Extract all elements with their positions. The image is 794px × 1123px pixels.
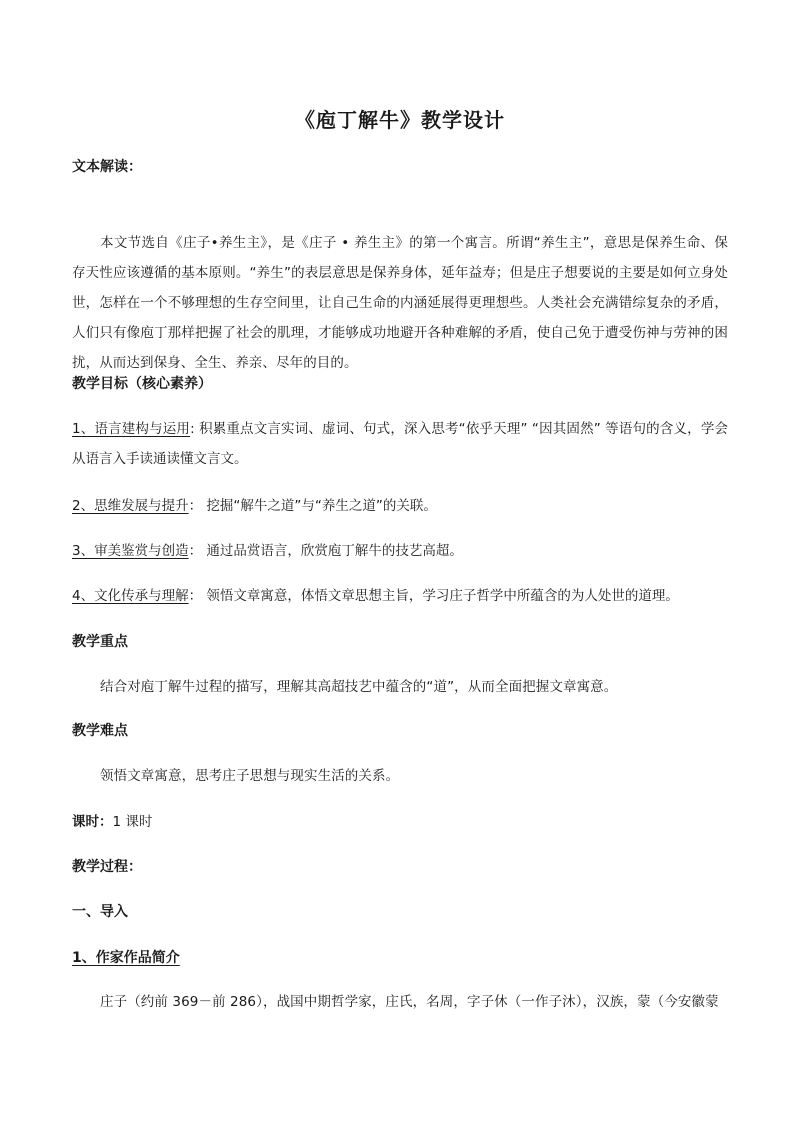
objective-label: 2、思维发展与提升 [72,498,189,514]
key-points-heading: 教学重点 [72,634,128,650]
section-intro-heading: 一、导入 [72,904,128,920]
text-reading-heading: 文本解读： [72,159,142,175]
difficulties-body: 领悟文章寓意，思考庄子思想与现实生活的关系。 [100,768,400,784]
objective-label: 3、审美鉴赏与创造 [72,543,189,559]
author-intro-body: 庄子（约前 369－前 286），战国中期哲学家，庄氏，名周，字子休（一作子沐），汉族，蒙（今安徽蒙 [100,994,719,1010]
objective-item [72,491,728,521]
author-intro-heading: 1、作家作品简介 [72,950,180,966]
text-reading-body: 本文节选自《庄子•养生主》，是《庄子 • 养生主》的第一个寓言。所谓“养生主”，意思是保养生命、保存天性应该遵循的基本原则。“养生”的表层意思是保养身体，延年益寿；但是庄子想要说的主要是如何立身处世，怎样在一个不够理想的生存空间里，让自己生命的内涵延展得更理想些。人类社会充满错综复杂的矛盾，人们只有像庖丁那样把握了社会的肌理，才能够成功地避开各种难解的矛盾，使自己免于遭受伤神与劳神的困扰，从而达到保身、全生、养亲、尽年的目的。 [72,235,728,371]
objectives-heading: 教学目标（核心素养） [72,376,212,392]
class-hours-value: 1 课时 [112,814,153,830]
difficulties-heading: 教学难点 [72,723,128,739]
class-hours-label: 课时： [72,814,113,830]
document-title: 《庖丁解牛》教学设计 [295,108,505,132]
key-points-body: 结合对庖丁解牛过程的描写，理解其高超技艺中蕴含的“道”，从而全面把握文章寓意。 [100,679,618,695]
objective-text: ： 挖掘“解牛之道”与“养生之道”的关联。 [188,498,437,514]
objective-text: : 积累重点文言实词、虚词、句式，深入思考“依乎天理” “因其固然” 等语句的含义，学会从语言入手读通读懂文言文。 [72,421,728,467]
objective-item [72,536,728,566]
class-hours [72,812,728,832]
process-heading: 教学过程： [72,859,142,875]
objective-label: 1、语言建构与运用 [72,421,191,437]
objective-text: ： 通过品赏语言，欣赏庖丁解牛的技艺高超。 [188,543,463,559]
document-page [72,0,728,1123]
objective-item [72,414,728,474]
objective-label: 4、文化传承与理解 [72,588,189,604]
objective-item [72,581,728,611]
objective-text: ： 领悟文章寓意，体悟文章思想主旨，学习庄子哲学中所蕴含的为人处世的道理。 [188,588,679,604]
